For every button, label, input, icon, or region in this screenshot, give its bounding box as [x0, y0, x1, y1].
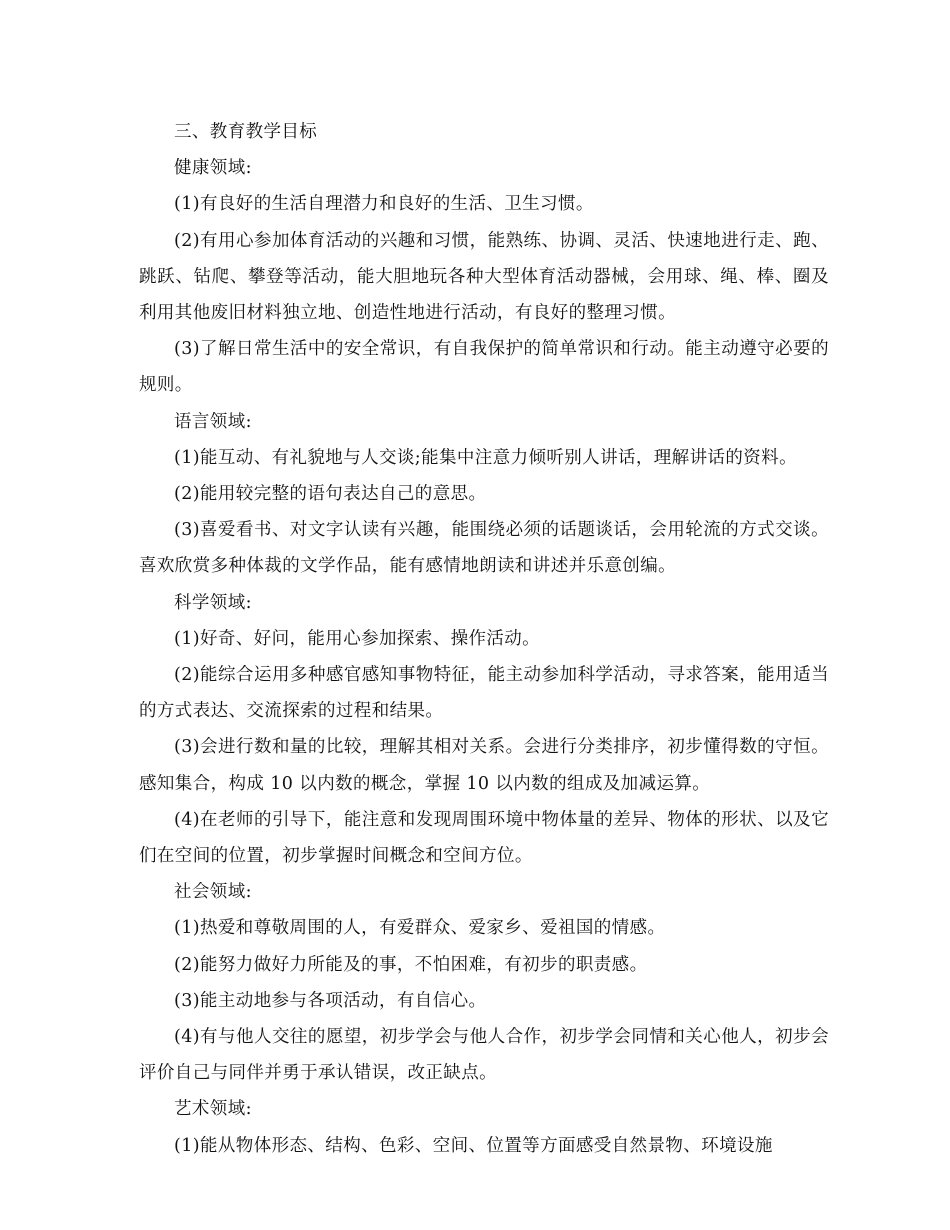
paragraph: (1)能从物体形态、结构、色彩、空间、位置等方面感受自然景物、环境设施 [174, 1135, 773, 1156]
paragraph: (2)能用较完整的语句表达自己的意思。 [174, 484, 487, 505]
domain-heading-language: 语言领域: [174, 411, 252, 432]
paragraph: (2)有用心参加体育活动的兴趣和习惯，能熟练、协调、灵活、快速地进行走、跑、跳跃、钻爬、攀登等活动，能大胆地玩各种大型体育活动器械，会用球、绳、棒、圈及利用其他废旧材料独立地、创造性地进行活动，有良好的整理习惯。 [139, 230, 829, 324]
paragraph: (1)热爱和尊敬周围的人，有爱群众、爱家乡、爱祖国的情感。 [174, 918, 666, 939]
paragraph: (4)有与他人交往的愿望，初步学会与他人合作，初步学会同情和关心他人，初步会评价自己与同伴并勇于承认错误，改正缺点。 [139, 1027, 829, 1084]
domain-heading-art: 艺术领域: [174, 1099, 252, 1120]
paragraph: (1)有良好的生活自理潜力和良好的生活、卫生习惯。 [174, 194, 594, 215]
domain-heading-science: 科学领域: [174, 592, 252, 613]
paragraph: (2)能努力做好力所能及的事，不怕困难，有初步的职责感。 [174, 954, 648, 975]
paragraph: (2)能综合运用多种感官感知事物特征，能主动参加科学活动，寻求答案，能用适当的方式表达、交流探索的过程和结果。 [139, 665, 829, 722]
paragraph: (1)能互动、有礼貌地与人交谈;能集中注意力倾听别人讲话，理解讲话的资料。 [174, 447, 797, 468]
paragraph: (1)好奇、好问，能用心参加探索、操作活动。 [174, 628, 541, 649]
document-body [139, 114, 829, 1164]
domain-heading-health: 健康领域: [174, 158, 252, 179]
paragraph: (3)会进行数和量的比较，理解其相对关系。会进行分类排序，初步懂得数的守恒。感知集合，构成 10 以内数的概念，掌握 10 以内数的组成及加减运算。 [139, 737, 829, 794]
paragraph: (3)能主动地参与各项活动，有自信心。 [174, 990, 487, 1011]
paragraph: (4)在老师的引导下，能注意和发现周围环境中物体量的差异、物体的形状、以及它们在空间的位置，初步掌握时间概念和空间方位。 [139, 809, 829, 867]
domain-heading-social: 社会领域: [174, 882, 252, 903]
section-heading: 三、教育教学目标 [174, 122, 318, 142]
paragraph: (3)了解日常生活中的安全常识，有自我保护的简单常识和行动。能主动遵守必要的规则。 [139, 339, 829, 396]
paragraph: (3)喜爱看书、对文字认读有兴趣，能围绕必须的话题谈话，会用轮流的方式交谈。喜欢欣赏多种体裁的文学作品，能有感情地朗读和讲述并乐意创编。 [139, 520, 829, 577]
